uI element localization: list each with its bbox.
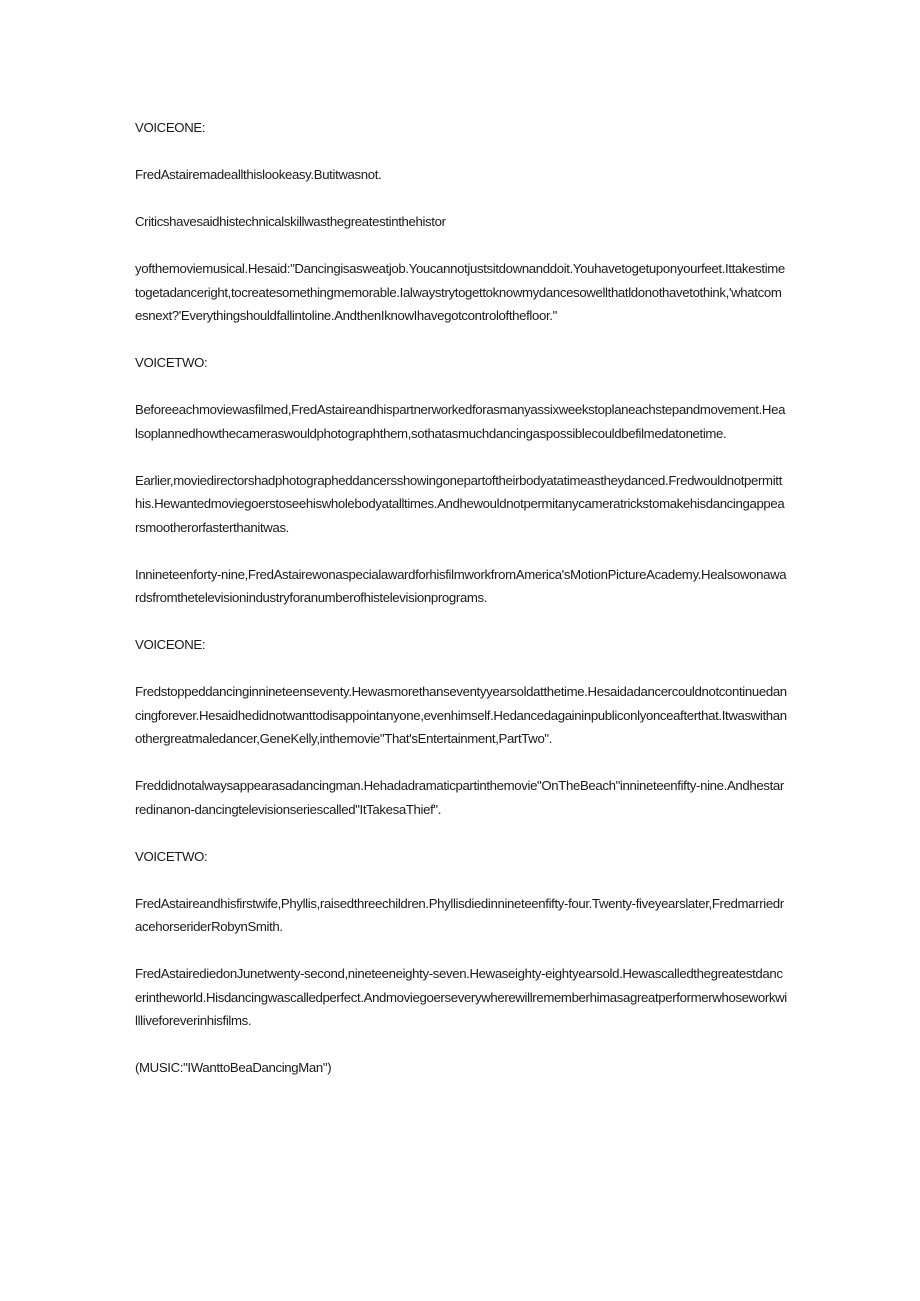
- paragraph: FredAstairediedonJunetwenty-second,nineteeneighty-seven.Hewaseighty-eightyearsold.Hewascalledthegreatestdancerintheworld.Hisdancingwascalledperfect.Andmoviegoerseverywherewillrememberhimasagreatperformerwhoseworkwillliveforeverinhisfilms.: [135, 966, 787, 1028]
- paragraph: Earlier,moviedirectorshadphotographeddancersshowingonepartoftheirbodyatatimeastheydanced.Fredwouldnotpermitthis.Hewantedmoviegoerstoseehiswholebodyatalltimes.Andhewouldnotpermitanycameratrickstomakehisdancingappearsmootherorfasterthanitwas.: [135, 472, 785, 535]
- music-cue: (MUSIC:"IWanttoBeaDancingMan"): [135, 1060, 332, 1075]
- paragraph: Freddidnotalwaysappearasadancingman.Hehadadramaticpartinthemovie"OnTheBeach"innineteenfifty-nine.Andhestarredinanon-dancingtelevisionseriescalled"ItTakesaThief".: [135, 778, 784, 817]
- paragraph: Criticshavesaidhistechnicalskillwasthegreatestinthehistor: [135, 214, 446, 229]
- paragraph: FredAstaireandhisfirstwife,Phyllis,raisedthreechildren.Phyllisdiedinnineteenfifty-four.Twenty-fiveyearslater,FredmarriedracehorseriderRobynSmith.: [135, 895, 784, 934]
- speaker-label: VOICETWO:: [135, 355, 208, 370]
- speaker-label: VOICEONE:: [135, 120, 206, 135]
- paragraph: Innineteenforty-nine,FredAstairewonaspecialawardforhisfilmworkfromAmerica'sMotionPictureAcademy.Healsowonawardsfromthetelevisionindustryforanumberofhistelevisionprograms.: [135, 566, 787, 605]
- paragraph: Beforeeachmoviewasfilmed,FredAstaireandhispartnerworkedforasmanyassixweekstoplaneachstepandmovement.Healsoplannedhowthecameraswouldphotographthem,sothatasmuchdancingaspossiblecouldbefilmedatonetime.: [135, 402, 786, 441]
- speaker-label: VOICEONE:: [135, 637, 206, 652]
- paragraph: FredAstairemadeallthislookeasy.Butitwasnot.: [135, 167, 382, 182]
- speaker-label: VOICETWO:: [135, 848, 208, 864]
- paragraph: Fredstoppeddancinginnineteenseventy.Hewasmorethanseventyyearsoldatthetime.Hesaidadancercouldnotcontinuedancingforever.Hesaidhedidnotwanttodisappointanyone,evenhimself.Hedancedagaininpubliconlyonceafterthat.Itwaswithanothergreatmaledancer,GeneKelly,inthemovie"That'sEntertainment,PartTwo".: [135, 684, 787, 746]
- paragraph: yofthemoviemusical.Hesaid:"Dancingisasweatjob.Youcannotjustsitdownanddoit.Youhavetogetuponyourfeet.Ittakestimetogetadanceright,tocreatesomethingmemorable.Ialwaystrytogettoknowmydancesowellthatldonothavetothink,'whatcomesnext?'Everythingshouldfallintoline.AndthenIknowIhavegotcontrolofthefloor.": [135, 261, 785, 323]
- document-body: [135, 116, 787, 1103]
